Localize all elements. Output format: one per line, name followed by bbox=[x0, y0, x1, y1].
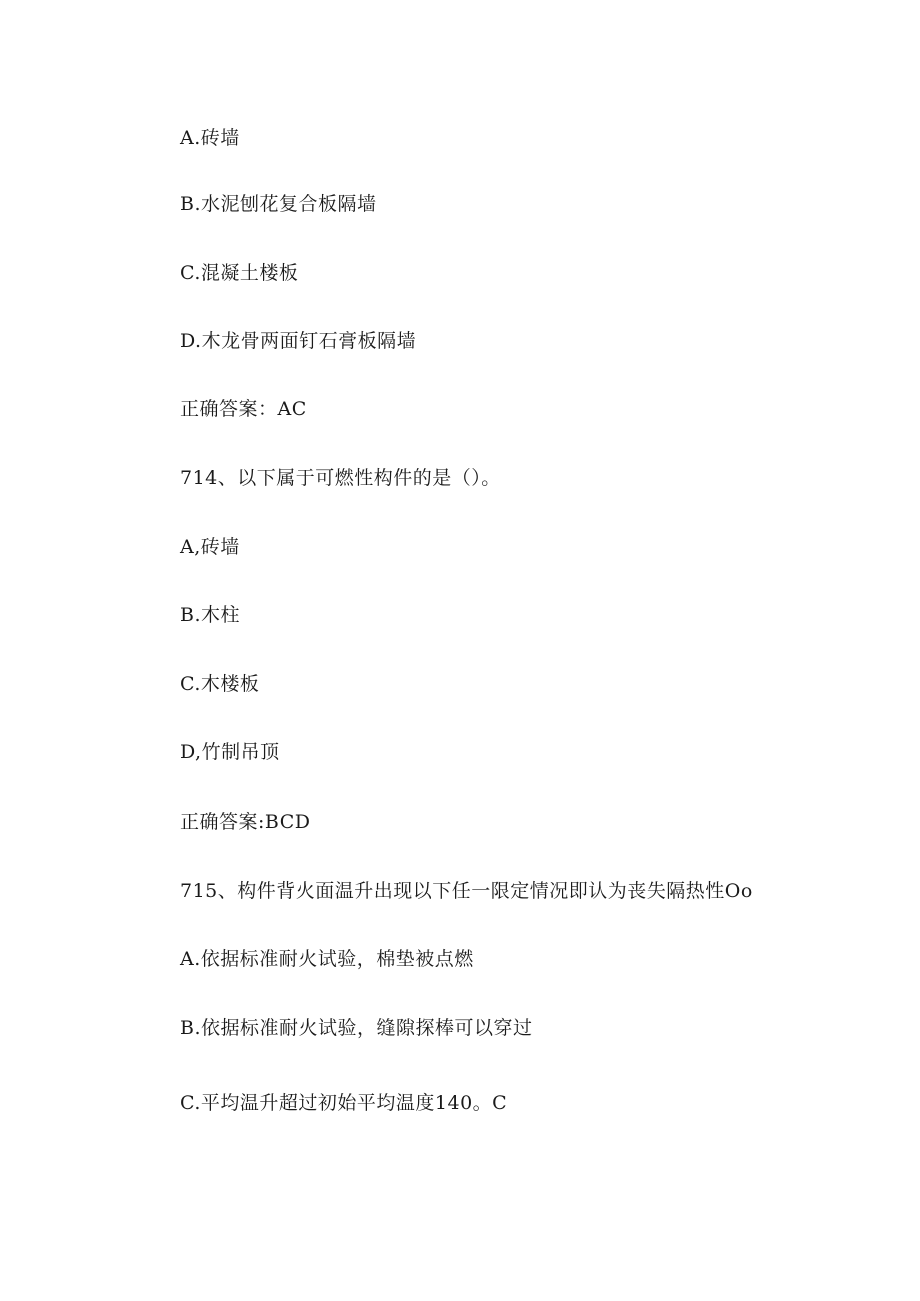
q714-option-c: C.木楼板 bbox=[180, 673, 260, 695]
q714-answer: 正确答案:BCD bbox=[180, 811, 311, 833]
q713-option-d: D.木龙骨两面钉石膏板隔墙 bbox=[180, 330, 417, 352]
q713-option-b: B.水泥刨花复合板隔墙 bbox=[180, 193, 377, 215]
q715-question: 715、构件背火面温升出现以下任一限定情况即认为丧失隔热性Oo bbox=[180, 880, 753, 902]
q713-answer: 正确答案：AC bbox=[180, 398, 307, 420]
q714-option-d: D,竹制吊顶 bbox=[180, 741, 280, 763]
q715-option-a: A.依据标准耐火试验，棉垫被点燃 bbox=[180, 948, 474, 970]
q713-option-c: C.混凝土楼板 bbox=[180, 262, 299, 284]
q713-option-a: A.砖墙 bbox=[180, 127, 240, 149]
q714-option-a: A,砖墙 bbox=[180, 536, 240, 558]
q714-option-b: B.木柱 bbox=[180, 604, 241, 626]
q715-option-c: C.平均温升超过初始平均温度140。C bbox=[180, 1092, 508, 1114]
q715-option-b: B.依据标准耐火试验，缝隙探棒可以穿过 bbox=[180, 1017, 533, 1039]
q714-question: 714、以下属于可燃性构件的是（）。 bbox=[180, 467, 501, 489]
